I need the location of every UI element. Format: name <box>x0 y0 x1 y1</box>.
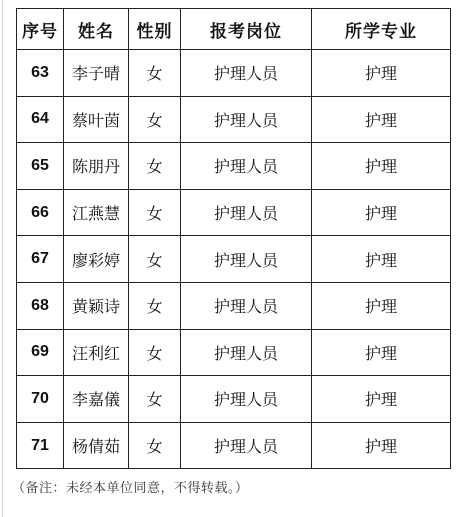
header-name: 姓名 <box>64 9 129 50</box>
cell-gender: 女 <box>129 282 181 329</box>
cell-major: 护理 <box>312 422 451 469</box>
cell-position: 护理人员 <box>181 189 312 236</box>
table-row <box>17 376 451 423</box>
page-edge-divider <box>2 0 3 517</box>
cell-name: 李子晴 <box>64 50 129 97</box>
cell-name: 蔡叶茵 <box>64 96 129 143</box>
cell-gender: 女 <box>129 376 181 423</box>
cell-gender: 女 <box>129 189 181 236</box>
cell-id: 71 <box>17 422 64 469</box>
cell-gender: 女 <box>129 422 181 469</box>
cell-position: 护理人员 <box>181 376 312 423</box>
cell-id: 65 <box>17 143 64 190</box>
table-row <box>17 189 451 236</box>
cell-gender: 女 <box>129 50 181 97</box>
cell-name: 李嘉儀 <box>64 376 129 423</box>
cell-position: 护理人员 <box>181 329 312 376</box>
header-gender: 性别 <box>129 9 181 50</box>
cell-id: 69 <box>17 329 64 376</box>
cell-position: 护理人员 <box>181 282 312 329</box>
header-id: 序号 <box>17 9 64 50</box>
table-row <box>17 143 451 190</box>
cell-major: 护理 <box>312 282 451 329</box>
header-position: 报考岗位 <box>181 9 312 50</box>
cell-id: 63 <box>17 50 64 97</box>
table-row <box>17 236 451 283</box>
table-row <box>17 422 451 469</box>
cell-position: 护理人员 <box>181 143 312 190</box>
cell-major: 护理 <box>312 143 451 190</box>
cell-id: 64 <box>17 96 64 143</box>
cell-name: 汪利红 <box>64 329 129 376</box>
cell-major: 护理 <box>312 376 451 423</box>
table-row <box>17 282 451 329</box>
cell-major: 护理 <box>312 50 451 97</box>
cell-name: 廖彩婷 <box>64 236 129 283</box>
cell-position: 护理人员 <box>181 422 312 469</box>
cell-id: 67 <box>17 236 64 283</box>
cell-id: 66 <box>17 189 64 236</box>
footnote: （备注：未经本单位同意，不得转载。） <box>12 481 249 496</box>
table-row <box>17 329 451 376</box>
cell-major: 护理 <box>312 236 451 283</box>
header-major: 所学专业 <box>312 9 451 50</box>
cell-gender: 女 <box>129 143 181 190</box>
cell-gender: 女 <box>129 96 181 143</box>
applicant-table <box>16 8 451 469</box>
cell-major: 护理 <box>312 189 451 236</box>
cell-gender: 女 <box>129 329 181 376</box>
table-row <box>17 96 451 143</box>
table-body <box>17 50 451 469</box>
cell-position: 护理人员 <box>181 236 312 283</box>
cell-gender: 女 <box>129 236 181 283</box>
cell-id: 68 <box>17 282 64 329</box>
cell-major: 护理 <box>312 96 451 143</box>
cell-name: 陈朋丹 <box>64 143 129 190</box>
cell-name: 黄颖诗 <box>64 282 129 329</box>
table-header-row <box>17 9 451 50</box>
cell-name: 江燕慧 <box>64 189 129 236</box>
table-row <box>17 50 451 97</box>
cell-major: 护理 <box>312 329 451 376</box>
cell-name: 杨倩茹 <box>64 422 129 469</box>
cell-id: 70 <box>17 376 64 423</box>
cell-position: 护理人员 <box>181 96 312 143</box>
cell-position: 护理人员 <box>181 50 312 97</box>
